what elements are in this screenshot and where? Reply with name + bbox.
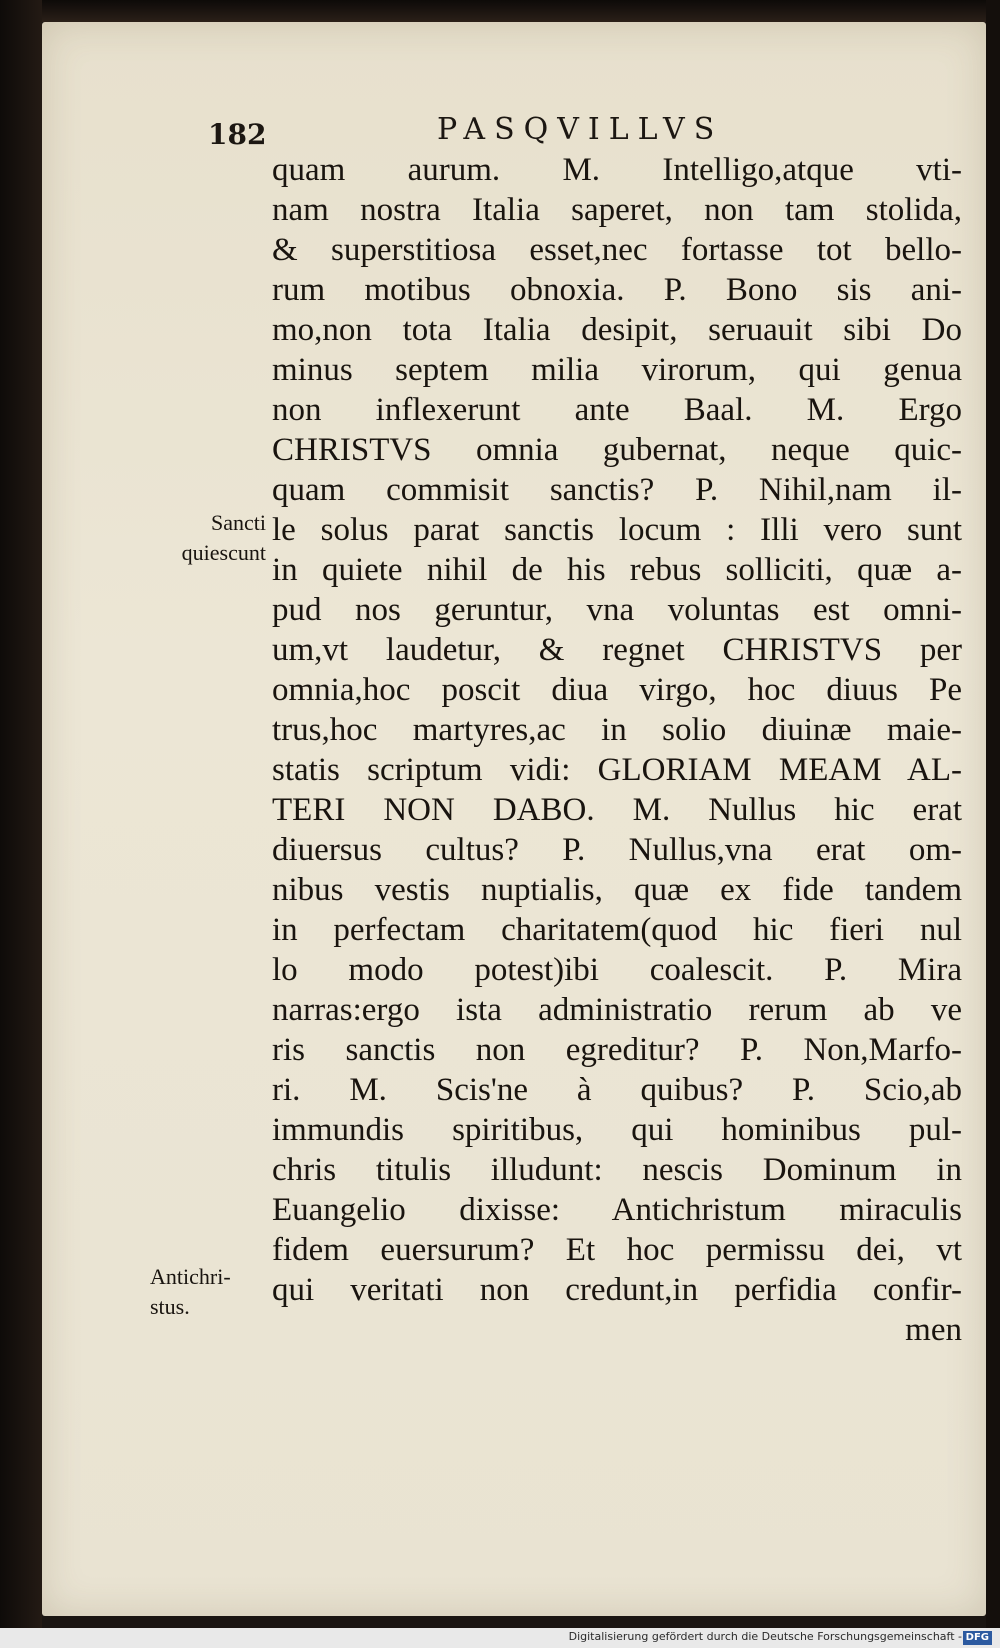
margin-note-line: quiescunt (181, 540, 266, 565)
text-line: omnia,hoc poscit diua virgo, hoc diuus Pe (272, 672, 962, 708)
margin-note-line: Sancti (211, 510, 266, 535)
text-line: diuersus cultus? P. Nullus,vna erat om- (272, 832, 962, 868)
text-line: narras:ergo ista administratio rerum ab ve (272, 992, 962, 1028)
text-line: immundis spiritibus, qui hominibus pul- (272, 1112, 962, 1148)
text-line: ri. M. Scis'ne à quibus? P. Scio,ab (272, 1072, 962, 1108)
text-line: minus septem milia virorum, qui genua (272, 352, 962, 388)
text-line: mo,non tota Italia desipit, seruauit sibi Do (272, 312, 962, 348)
funding-credit: Digitalisierung gefördert durch die Deutsche Forschungsgemeinschaft - (568, 1630, 962, 1643)
text-line: qui veritati non credunt,in perfidia confir- (272, 1272, 962, 1308)
text-line: nibus vestis nuptialis, quæ ex fide tandem (272, 872, 962, 908)
text-line: trus,hoc martyres,ac in solio diuinæ maie- (272, 712, 962, 748)
text-line: Euangelio dixisse: Antichristum miraculis (272, 1192, 962, 1228)
text-line: quam aurum. M. Intelligo,atque vti- (272, 152, 962, 188)
scan-border-right (986, 0, 1000, 1648)
text-line: fidem euersurum? Et hoc permissu dei, vt (272, 1232, 962, 1268)
text-line: in quiete nihil de his rebus solliciti, quæ a- (272, 552, 962, 588)
catchword: men (905, 1312, 962, 1348)
page-number: 182 (208, 118, 267, 151)
body-text (272, 150, 962, 1350)
margin-note-sancti (150, 508, 266, 568)
margin-note-line: Antichri- (150, 1264, 231, 1289)
text-line: nam nostra Italia saperet, non tam stolida, (272, 192, 962, 228)
text-line: um,vt laudetur, & regnet CHRISTVS per (272, 632, 962, 668)
text-line: ris sanctis non egreditur? P. Non,Marfo- (272, 1032, 962, 1068)
text-line: lo modo potest)ibi coalescit. P. Mira (272, 952, 962, 988)
margin-note-antichristus (150, 1262, 266, 1322)
scan-border-top (0, 0, 1000, 22)
dfg-logo: DFG (963, 1631, 992, 1645)
text-line: TERI NON DABO. M. Nullus hic erat (272, 792, 962, 828)
text-line: pud nos geruntur, vna voluntas est omni- (272, 592, 962, 628)
margin-note-line: stus. (150, 1294, 190, 1319)
text-line: chris titulis illudunt: nescis Dominum in (272, 1152, 962, 1188)
text-line: & superstitiosa esset,nec fortasse tot bello- (272, 232, 962, 268)
scan-border-left (0, 0, 42, 1648)
text-line: in perfectam charitatem(quod hic fieri nul (272, 912, 962, 948)
running-head: PASQVILLVS (437, 112, 724, 147)
text-line: quam commisit sanctis? P. Nihil,nam il- (272, 472, 962, 508)
text-line: rum motibus obnoxia. P. Bono sis ani- (272, 272, 962, 308)
text-line: non inflexerunt ante Baal. M. Ergo (272, 392, 962, 428)
text-line: CHRISTVS omnia gubernat, neque quic- (272, 432, 962, 468)
text-line: le solus parat sanctis locum : Illi vero sunt (272, 512, 962, 548)
text-line: statis scriptum vidi: GLORIAM MEAM AL- (272, 752, 962, 788)
